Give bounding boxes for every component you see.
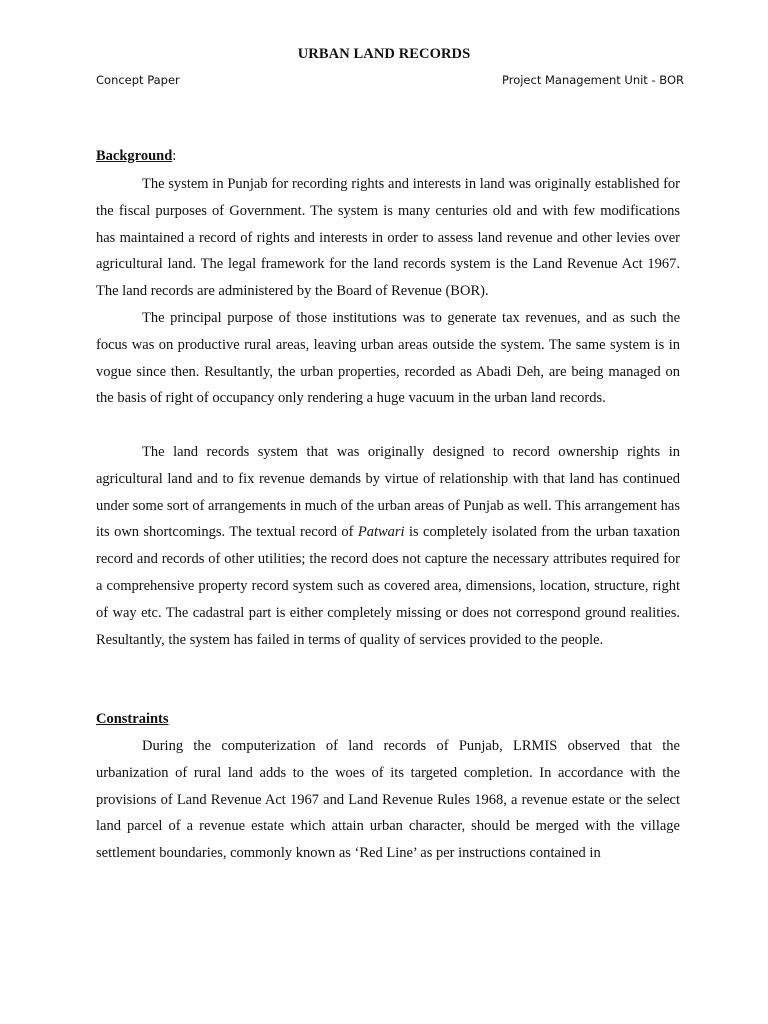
- constraints-heading-text: Constraints: [96, 711, 169, 727]
- document-title: URBAN LAND RECORDS: [297, 46, 471, 62]
- constraints-paragraph-1: During the computerization of land records of Punjab, LRMIS observed that the urbanization of rural land adds to the woes of its targeted completion. In accordance with the provisions of Land Revenue Act 1967 and Land Revenue Rules 1968, a revenue estate or the select land parcel of a revenue estate which attain urban character, should be merged with the village settlement boundaries, commonly known as ‘Red Line’ as per instructions contained in: [96, 738, 680, 862]
- header-row: [96, 73, 684, 87]
- header-left-label: Concept Paper: [96, 73, 180, 87]
- background-paragraph-3: [96, 439, 680, 653]
- patwari-term: Patwari: [357, 524, 405, 541]
- background-paragraph-3-part-b: is completely isolated from the urban taxation record and records of other utilities; the record does not capture the necessary attributes required for a comprehensive property record system such as covered area, dimensions, location, structure, right of way etc. The cadastral part is either completely missing or does not correspond ground realities. Resultantly, the system has failed in terms of quality of services provided to the people.: [96, 524, 680, 648]
- background-paragraph-3-part-a: The land records system that was originally designed to record ownership rights in agricultural land and to fix revenue demands by virtue of relationship with that land has continued under some sort of arrangements in much of the urban areas of Punjab as well. This arrangement has its own shortcomings. The textual record of: [96, 444, 680, 541]
- background-paragraph-1: The system in Punjab for recording rights and interests in land was originally established for the fiscal purposes of Government. The system is many centuries old and with few modifications has maintained a record of rights and interests in order to assess land revenue and other levies over agricultural land. The legal framework for the land records system is the Land Revenue Act 1967. The land records are administered by the Board of Revenue (BOR).: [96, 176, 680, 300]
- constraints-heading: [96, 711, 169, 728]
- background-paragraph-2: The principal purpose of those institutions was to generate tax revenues, and as such the focus was on productive rural areas, leaving urban areas outside the system. The same system is in vogue since then. Resultantly, the urban properties, recorded as Abadi Deh, are being managed on the basis of right of occupancy only rendering a huge vacuum in the urban land records.: [96, 310, 680, 407]
- background-heading-colon: :: [172, 148, 177, 164]
- background-heading: [96, 148, 176, 165]
- header-right-label: Project Management Unit - BOR: [501, 73, 684, 87]
- background-heading-text: Background: [96, 148, 173, 164]
